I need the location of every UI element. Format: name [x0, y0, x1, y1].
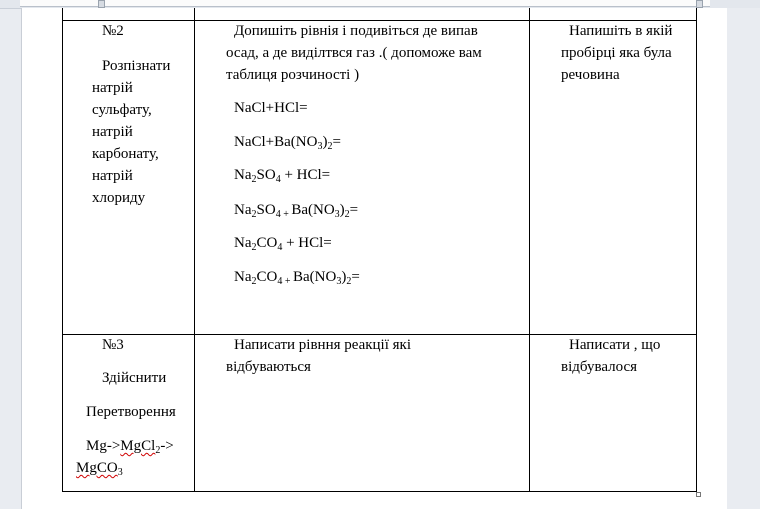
vertical-scrollbar-area[interactable] [727, 8, 760, 509]
chain-segment-misspelled[interactable]: MgCO$_3$ [76, 460, 123, 478]
table-resize-handle[interactable] [696, 492, 701, 497]
task-line: Здійснити [102, 370, 167, 386]
table-border-bottom [62, 491, 697, 492]
transformation-chain-end [76, 457, 123, 479]
equation-line: $NaCl+Ba(NO_3)_2=$ [234, 134, 341, 152]
answer-line: Написати , що [569, 337, 661, 353]
equation-line: NaCl+HCl= [234, 100, 308, 116]
task-line: Розпізнати [102, 58, 171, 74]
chain-segment: -> [160, 438, 174, 454]
equation-line: $Na_2CO_4 + HCl=$ [234, 235, 332, 253]
instruction-line: відбуваються [226, 359, 311, 375]
chain-segment-misspelled[interactable]: MgCl$_2$ [120, 438, 161, 456]
equation-line: $Na_2SO_4 + HCl=$ [234, 167, 331, 185]
task-line: натрій [92, 80, 133, 96]
instruction-line: Написати рівння реакції які [234, 337, 411, 353]
table-border-right [696, 8, 697, 492]
table-border-left [62, 8, 63, 492]
task-number: №2 [102, 23, 124, 39]
ruler-right-marker[interactable] [696, 0, 703, 8]
answer-line: речовина [561, 67, 620, 83]
task-number: №3 [102, 337, 124, 353]
task-line: сульфату, [92, 102, 152, 118]
task-line: Перетворення [86, 404, 176, 420]
answer-line: Напишіть в якій [569, 23, 673, 39]
instruction-line: осад, а де виділтвся газ .( допоможе вам [226, 45, 482, 61]
task-line: натрій [92, 124, 133, 140]
equation-line: $Na_2CO_{4 +}$ $Ba(NO_3)_2=$ [234, 269, 360, 287]
task-line: карбонату, [92, 146, 159, 162]
task-line: натрій [92, 168, 133, 184]
ruler-indent-marker[interactable] [98, 0, 105, 8]
equation-line: $Na_2SO_{4 +}$ $Ba(NO_3)_2=$ [234, 202, 359, 220]
answer-line: відбувалося [561, 359, 638, 375]
instruction-line: Допишіть рівнія і подивіться де випав [234, 23, 478, 39]
task-line: хлориду [92, 190, 146, 206]
instruction-line: таблиця розчиності ) [226, 67, 360, 83]
table-column-divider-2 [529, 8, 530, 492]
chain-segment: Mg-> [86, 438, 121, 454]
answer-line: пробірці яка була [561, 45, 672, 61]
transformation-chain [86, 435, 174, 457]
ruler-text-area [20, 0, 710, 7]
table-column-divider-1 [194, 8, 195, 492]
